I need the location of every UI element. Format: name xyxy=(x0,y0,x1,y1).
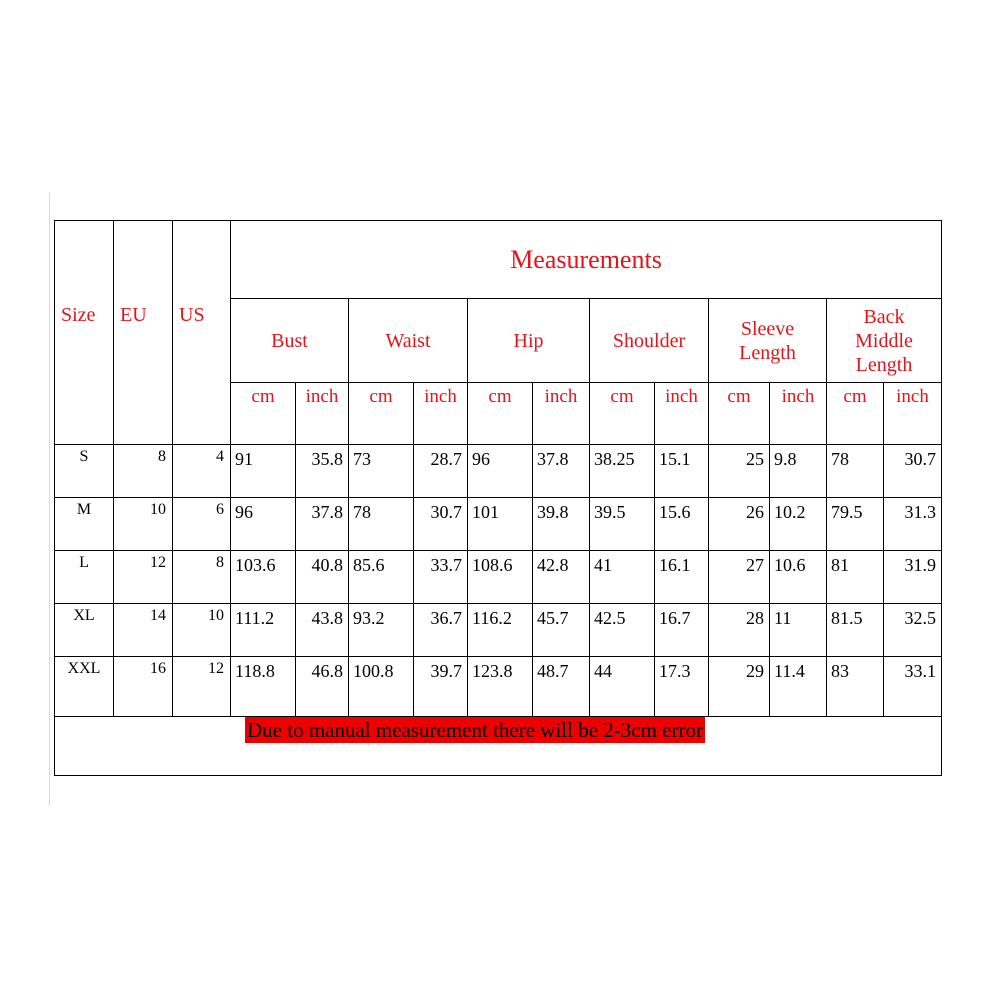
bust-inch-cell: 46.8 xyxy=(296,657,349,717)
waist-cm-cell: 85.6 xyxy=(349,551,414,604)
waist-header: Waist xyxy=(349,299,468,383)
measurements-title: Measurements xyxy=(231,221,942,299)
sleeve-label-line2: Length xyxy=(739,341,796,364)
back-label-line1: Back xyxy=(863,305,905,328)
waist-cm-cell: 78 xyxy=(349,498,414,551)
sleeve-inch-cell: 11 xyxy=(770,604,827,657)
back-cm-cell: 78 xyxy=(827,445,884,498)
eu-cell: 16 xyxy=(114,657,173,717)
waist-inch-cell: 28.7 xyxy=(414,445,468,498)
hip-inch-cell: 42.8 xyxy=(533,551,590,604)
bust-cm-cell: 96 xyxy=(231,498,296,551)
back-cm-cell: 81 xyxy=(827,551,884,604)
sleeve-cm-cell: 27 xyxy=(709,551,770,604)
us-header: US xyxy=(173,221,231,445)
hip-header: Hip xyxy=(468,299,590,383)
eu-cell: 12 xyxy=(114,551,173,604)
hip-inch-cell: 48.7 xyxy=(533,657,590,717)
shoulder-cm-cell: 44 xyxy=(590,657,655,717)
waist-cm-cell: 73 xyxy=(349,445,414,498)
size-cell: XXL xyxy=(55,657,114,717)
waist-inch-cell: 33.7 xyxy=(414,551,468,604)
bust-inch-cell: 40.8 xyxy=(296,551,349,604)
shoulder-cm-cell: 39.5 xyxy=(590,498,655,551)
unit-cm: cm xyxy=(231,383,296,445)
unit-inch: inch xyxy=(655,383,709,445)
us-cell: 10 xyxy=(173,604,231,657)
us-cell: 8 xyxy=(173,551,231,604)
sleeve-inch-cell: 11.4 xyxy=(770,657,827,717)
bust-cm-cell: 103.6 xyxy=(231,551,296,604)
size-chart-table xyxy=(54,220,942,776)
waist-inch-cell: 39.7 xyxy=(414,657,468,717)
header-row-title xyxy=(55,221,942,299)
hip-inch-cell: 37.8 xyxy=(533,445,590,498)
hip-cm-cell: 116.2 xyxy=(468,604,533,657)
us-cell: 4 xyxy=(173,445,231,498)
unit-cm: cm xyxy=(468,383,533,445)
back-cm-cell: 83 xyxy=(827,657,884,717)
back-inch-cell: 31.3 xyxy=(884,498,942,551)
back-cm-cell: 81.5 xyxy=(827,604,884,657)
waist-inch-cell: 36.7 xyxy=(414,604,468,657)
hip-inch-cell: 39.8 xyxy=(533,498,590,551)
bust-cm-cell: 111.2 xyxy=(231,604,296,657)
sleeve-cm-cell: 28 xyxy=(709,604,770,657)
note-row xyxy=(55,717,942,776)
unit-cm: cm xyxy=(590,383,655,445)
shoulder-inch-cell: 15.1 xyxy=(655,445,709,498)
table-row xyxy=(55,551,942,604)
back-label-line2: Middle xyxy=(855,329,913,352)
shoulder-cm-cell: 38.25 xyxy=(590,445,655,498)
unit-cm: cm xyxy=(827,383,884,445)
back-middle-length-header xyxy=(827,299,942,383)
sleeve-inch-cell: 9.8 xyxy=(770,445,827,498)
unit-inch: inch xyxy=(414,383,468,445)
shoulder-cm-cell: 42.5 xyxy=(590,604,655,657)
back-cm-cell: 79.5 xyxy=(827,498,884,551)
sleeve-cm-cell: 29 xyxy=(709,657,770,717)
eu-cell: 14 xyxy=(114,604,173,657)
unit-inch: inch xyxy=(770,383,827,445)
us-cell: 6 xyxy=(173,498,231,551)
bust-cm-cell: 91 xyxy=(231,445,296,498)
table-row xyxy=(55,445,942,498)
size-cell: S xyxy=(55,445,114,498)
unit-inch: inch xyxy=(533,383,590,445)
eu-cell: 10 xyxy=(114,498,173,551)
eu-cell: 8 xyxy=(114,445,173,498)
shoulder-cm-cell: 41 xyxy=(590,551,655,604)
left-edge-line xyxy=(49,193,50,806)
hip-inch-cell: 45.7 xyxy=(533,604,590,657)
shoulder-inch-cell: 16.1 xyxy=(655,551,709,604)
waist-cm-cell: 93.2 xyxy=(349,604,414,657)
back-inch-cell: 33.1 xyxy=(884,657,942,717)
shoulder-header xyxy=(590,299,709,383)
size-header: Size xyxy=(55,221,114,445)
shoulder-inch-cell: 17.3 xyxy=(655,657,709,717)
hip-cm-cell: 108.6 xyxy=(468,551,533,604)
back-inch-cell: 30.7 xyxy=(884,445,942,498)
sleeve-length-header xyxy=(709,299,827,383)
bust-header: Bust xyxy=(231,299,349,383)
note-cell xyxy=(55,717,942,776)
unit-cm: cm xyxy=(709,383,770,445)
bust-inch-cell: 43.8 xyxy=(296,604,349,657)
table-row xyxy=(55,498,942,551)
shoulder-inch-cell: 15.6 xyxy=(655,498,709,551)
unit-inch: inch xyxy=(296,383,349,445)
us-cell: 12 xyxy=(173,657,231,717)
waist-cm-cell: 100.8 xyxy=(349,657,414,717)
eu-header: EU xyxy=(114,221,173,445)
sleeve-cm-cell: 26 xyxy=(709,498,770,551)
measurement-error-note: Due to manual measurement there will be 2-3cm error xyxy=(247,718,703,742)
table-row xyxy=(55,657,942,717)
waist-inch-cell: 30.7 xyxy=(414,498,468,551)
size-cell: L xyxy=(55,551,114,604)
size-cell: XL xyxy=(55,604,114,657)
back-label-line3: Length xyxy=(855,353,913,376)
sleeve-label-line1: Sleeve xyxy=(740,317,795,340)
bust-inch-cell: 37.8 xyxy=(296,498,349,551)
unit-inch: inch xyxy=(884,383,942,445)
size-cell: M xyxy=(55,498,114,551)
sleeve-cm-cell: 25 xyxy=(709,445,770,498)
sleeve-inch-cell: 10.2 xyxy=(770,498,827,551)
back-inch-cell: 31.9 xyxy=(884,551,942,604)
bust-inch-cell: 35.8 xyxy=(296,445,349,498)
shoulder-inch-cell: 16.7 xyxy=(655,604,709,657)
table-row xyxy=(55,604,942,657)
hip-cm-cell: 101 xyxy=(468,498,533,551)
bust-cm-cell: 118.8 xyxy=(231,657,296,717)
hip-cm-cell: 96 xyxy=(468,445,533,498)
back-inch-cell: 32.5 xyxy=(884,604,942,657)
sleeve-inch-cell: 10.6 xyxy=(770,551,827,604)
shoulder-label: Shoulder xyxy=(612,329,686,352)
hip-cm-cell: 123.8 xyxy=(468,657,533,717)
unit-cm: cm xyxy=(349,383,414,445)
